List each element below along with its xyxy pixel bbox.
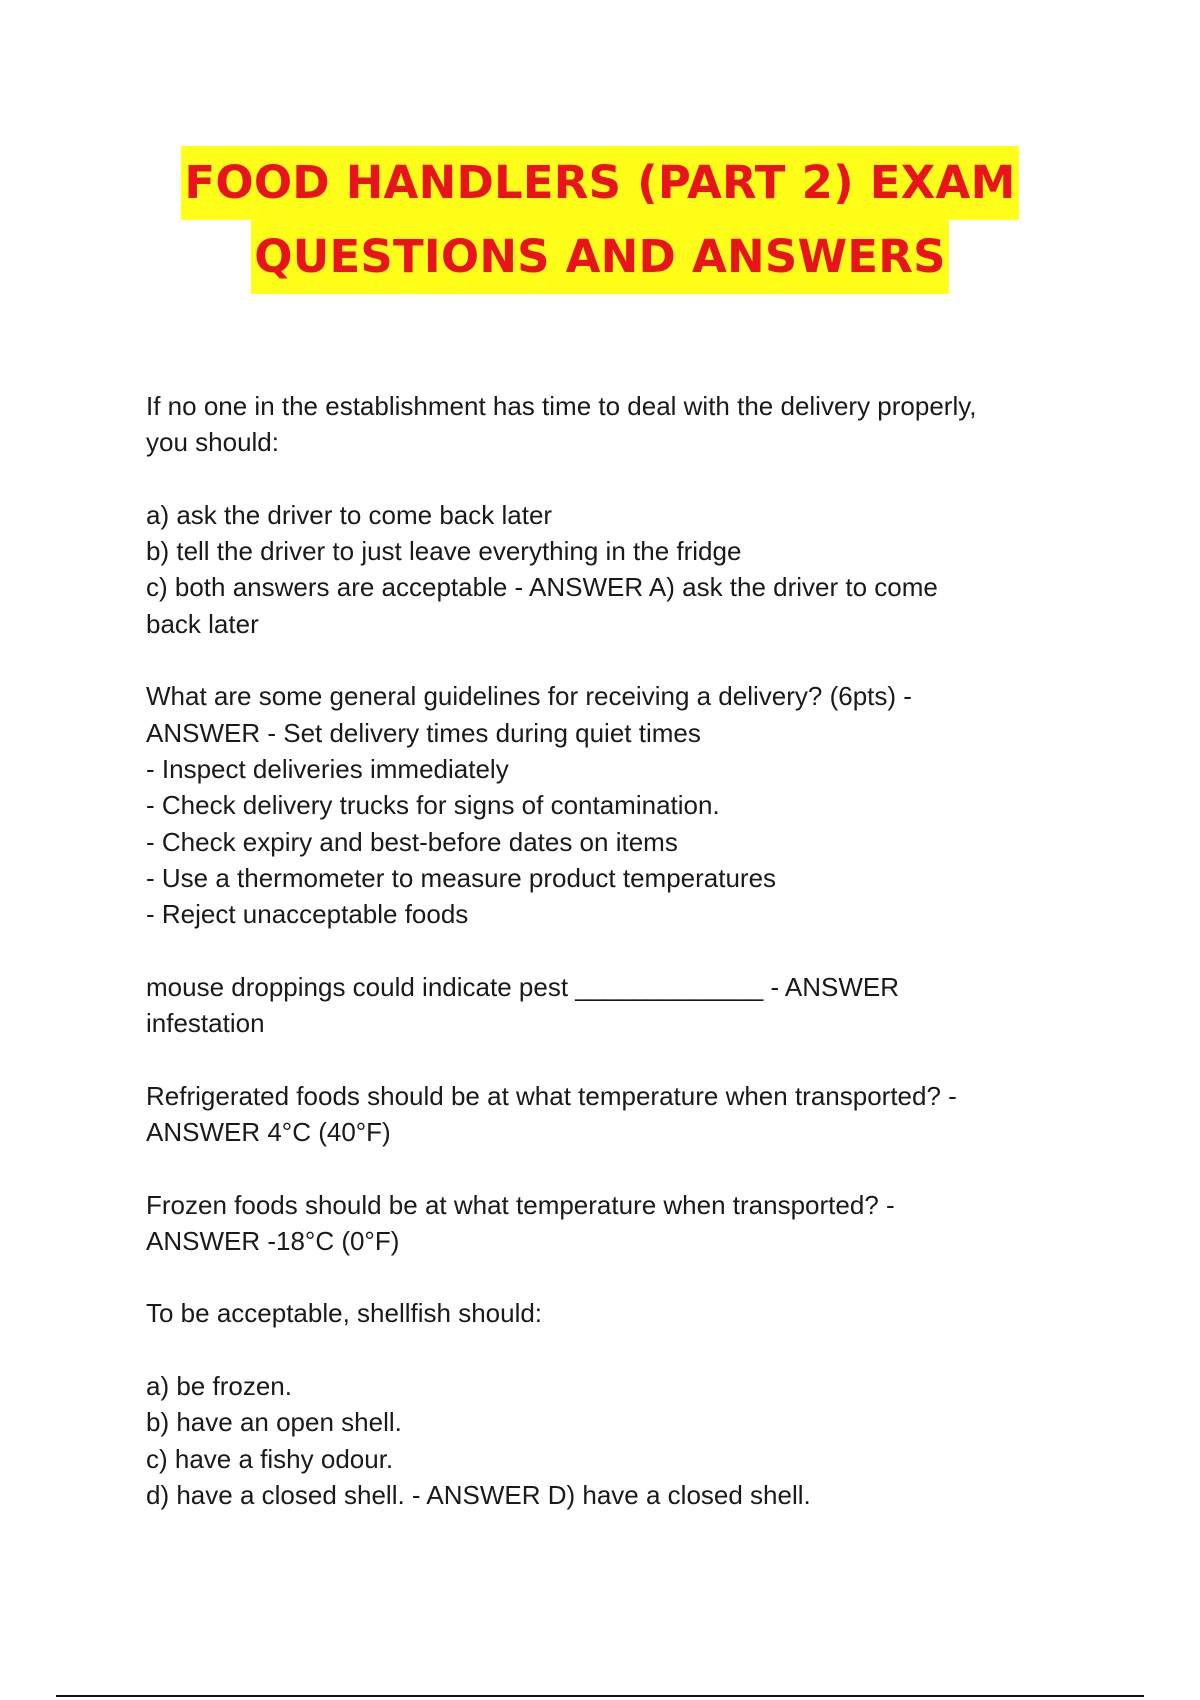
question-2-answer-2: - Inspect deliveries immediately [146,753,509,784]
spacer [146,642,1076,678]
question-3-line-1: mouse droppings could indicate pest _____________ - ANSWER [146,971,900,1002]
question-6-option-b: b) have an open shell. [146,1407,402,1438]
spacer [146,1041,1076,1077]
question-1-line-2: you should: [146,427,279,458]
question-5-answer: ANSWER -18°C (0°F) [146,1225,400,1256]
question-2-answer-1: ANSWER - Set delivery times during quiet times [146,717,701,748]
question-5-line-1: Frozen foods should be at what temperature when transported? - [146,1189,895,1220]
question-4-line-1: Refrigerated foods should be at what temperature when transported? - [146,1080,957,1111]
question-1-option-c: c) both answers are acceptable - ANSWER A) ask the driver to come [146,572,938,603]
question-4-answer: ANSWER 4°C (40°F) [146,1116,391,1147]
qa-item-4 [146,1078,1076,1151]
question-1-answer-cont: back later [146,608,259,639]
question-1-line-1: If no one in the establishment has time to deal with the delivery properly, [146,391,977,421]
question-6-option-d: d) have a closed shell. - ANSWER D) have a closed shell. [146,1479,811,1510]
spacer [146,1259,1076,1295]
question-2-answer-3: - Check delivery trucks for signs of contamination. [146,790,720,821]
spacer [146,461,1076,497]
question-2-line-1: What are some general guidelines for receiving a delivery? (6pts) - [146,681,912,712]
question-6-option-a: a) be frozen. [146,1371,292,1402]
spacer [146,932,1076,968]
spacer [146,1150,1076,1186]
title-line-2: QUESTIONS AND ANSWERS [251,220,948,294]
question-1-option-a: a) ask the driver to come back later [146,499,553,530]
question-1-option-b: b) tell the driver to just leave everything in the fridge [146,536,742,567]
qa-item-3 [146,969,1076,1042]
page-bottom-rule [56,1695,1144,1697]
question-2-answer-5: - Use a thermometer to measure product temperatures [146,862,777,893]
question-3-answer: infestation [146,1008,265,1039]
qa-item-5 [146,1187,1076,1260]
qa-item-6 [146,1295,1076,1513]
question-2-answer-6: - Reject unacceptable foods [146,899,469,930]
question-2-answer-4: - Check expiry and best-before dates on items [146,826,678,857]
question-6-option-c: c) have a fishy odour. [146,1443,394,1474]
question-6-line-1: To be acceptable, shellfish should: [146,1298,543,1329]
qa-body [146,388,1076,1513]
title-line-1: FOOD HANDLERS (PART 2) EXAM [181,146,1018,220]
qa-item-2 [146,678,1076,932]
document-title [0,146,1200,294]
qa-item-1 [146,388,1076,642]
spacer [146,1332,1076,1368]
